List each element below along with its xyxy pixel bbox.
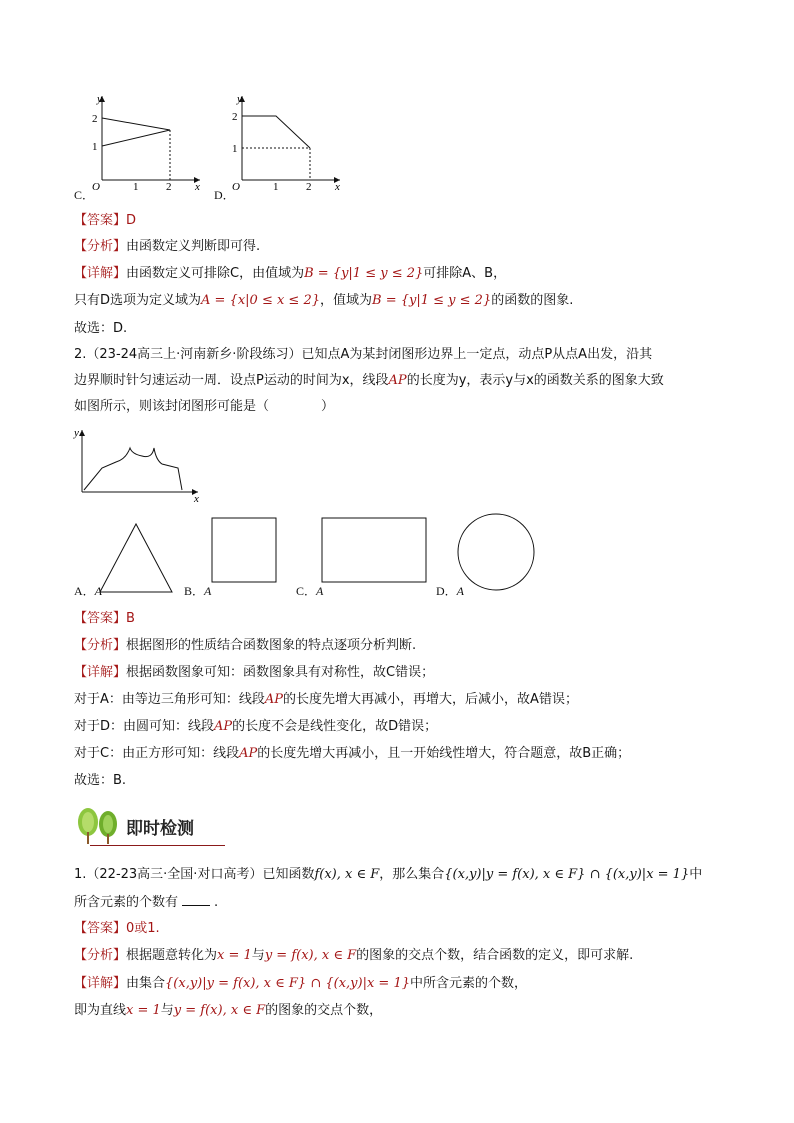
answer-blank bbox=[182, 893, 210, 906]
section-underline bbox=[90, 845, 225, 846]
q2-option-a-label: A．A bbox=[74, 584, 103, 598]
y-tick-1: 1 bbox=[232, 143, 238, 155]
q2-line-d: 对于D：由圆可知：线段AP的长度不会是线性变化，故D错误； bbox=[74, 719, 438, 734]
q2-answer-line: 【答案】B bbox=[74, 611, 135, 626]
option-d-label: D． bbox=[214, 188, 235, 202]
q2-analysis-line: 【分析】根据图形的性质结合函数图象的特点逐项分析判断. bbox=[74, 638, 417, 653]
q3-detail-line-1: 【详解】由集合{(x,y)|y = f(x), x ∈ F} ∩ {(x,y)|x = 1}中所含元素的个数， bbox=[74, 976, 528, 991]
analysis-line: 【分析】由函数定义判断即可得. bbox=[74, 239, 261, 254]
q2-line-a: 对于A：由等边三角形可知：线段AP的长度先增大再减小，再增大，后减小，故A错误； bbox=[74, 692, 578, 707]
q2-option-b-label: B．A bbox=[184, 584, 212, 598]
q2-function-graph bbox=[70, 424, 210, 504]
section-title: 即时检测 bbox=[126, 819, 194, 839]
option-b-square bbox=[208, 516, 280, 584]
y-tick-2: 2 bbox=[232, 111, 238, 123]
tree-icon bbox=[74, 806, 124, 846]
q2-choose-line: 故选：B. bbox=[74, 773, 127, 788]
x-tick-1: 1 bbox=[133, 181, 139, 190]
y-axis-label: y bbox=[237, 93, 242, 105]
origin-label: O bbox=[232, 181, 240, 190]
q3-stem-2: 所含元素的个数有 . bbox=[74, 895, 219, 910]
q3-answer-line: 【答案】0或1. bbox=[74, 921, 160, 936]
x-tick-2: 2 bbox=[166, 181, 172, 190]
q3-analysis-line: 【分析】根据题意转化为x = 1与y = f(x), x ∈ F的图象的交点个数，结合函数的定义，即可求解. bbox=[74, 948, 634, 963]
detail-line-2: 只有D选项为定义域为A = {x|0 ≤ x ≤ 2}，值域为B = {y|1 ≤ y ≤ 2}的函数的图象. bbox=[74, 293, 574, 308]
graph-option-c bbox=[88, 90, 208, 190]
y-axis-label: y bbox=[97, 93, 102, 105]
q3-stem-1: 1.（22-23高三·全国·对口高考）已知函数f(x), x ∈ F，那么集合{(x,y)|y = f(x), x ∈ F} ∩ {(x,y)|x = 1}中 bbox=[74, 867, 703, 882]
x-axis-label: x bbox=[195, 181, 200, 190]
y-tick-1: 1 bbox=[92, 141, 98, 153]
choose-line: 故选：D. bbox=[74, 321, 128, 336]
q3-detail-line-2: 即为直线x = 1与y = f(x), x ∈ F的图象的交点个数， bbox=[74, 1003, 383, 1018]
option-c-rectangle bbox=[320, 516, 430, 584]
graph-option-d bbox=[228, 90, 348, 190]
q2-stem-1: 2.（23-24高三上·河南新乡·阶段练习）已知点A为某封闭图形边界上一定点，动点P从点A出发，沿其 bbox=[74, 347, 653, 362]
answer-line: 【答案】D bbox=[74, 213, 137, 228]
x-axis-label: x bbox=[335, 181, 340, 190]
q2-stem-2: 边界顺时针匀速运动一周．设点P运动的时间为x，线段AP的长度为y，表示y与x的函数关系的图象大致 bbox=[74, 373, 664, 388]
y-axis-label: y bbox=[74, 427, 79, 439]
q2-stem-3: 如图所示，则该封闭图形可能是（ ） bbox=[74, 399, 335, 414]
x-axis-label: x bbox=[194, 493, 199, 504]
x-tick-1: 1 bbox=[273, 181, 279, 190]
q2-option-c-label: C．A bbox=[296, 584, 324, 598]
origin-label: O bbox=[92, 181, 100, 190]
y-tick-2: 2 bbox=[92, 113, 98, 125]
detail-line-1: 【详解】由函数定义可排除C，由值域为B = {y|1 ≤ y ≤ 2}可排除A、B， bbox=[74, 266, 507, 281]
q2-option-d-label: D．A bbox=[436, 584, 465, 598]
option-d-circle bbox=[454, 512, 538, 592]
x-tick-2: 2 bbox=[306, 181, 312, 190]
q2-line-c: 对于C：由正方形可知：线段AP的长度先增大再减小，且一开始线性增大，符合题意，故B正确； bbox=[74, 746, 631, 761]
q2-detail-line: 【详解】根据函数图象可知：函数图象具有对称性，故C错误； bbox=[74, 665, 435, 680]
option-c-label: C． bbox=[74, 188, 95, 202]
option-a-triangle bbox=[92, 516, 182, 596]
